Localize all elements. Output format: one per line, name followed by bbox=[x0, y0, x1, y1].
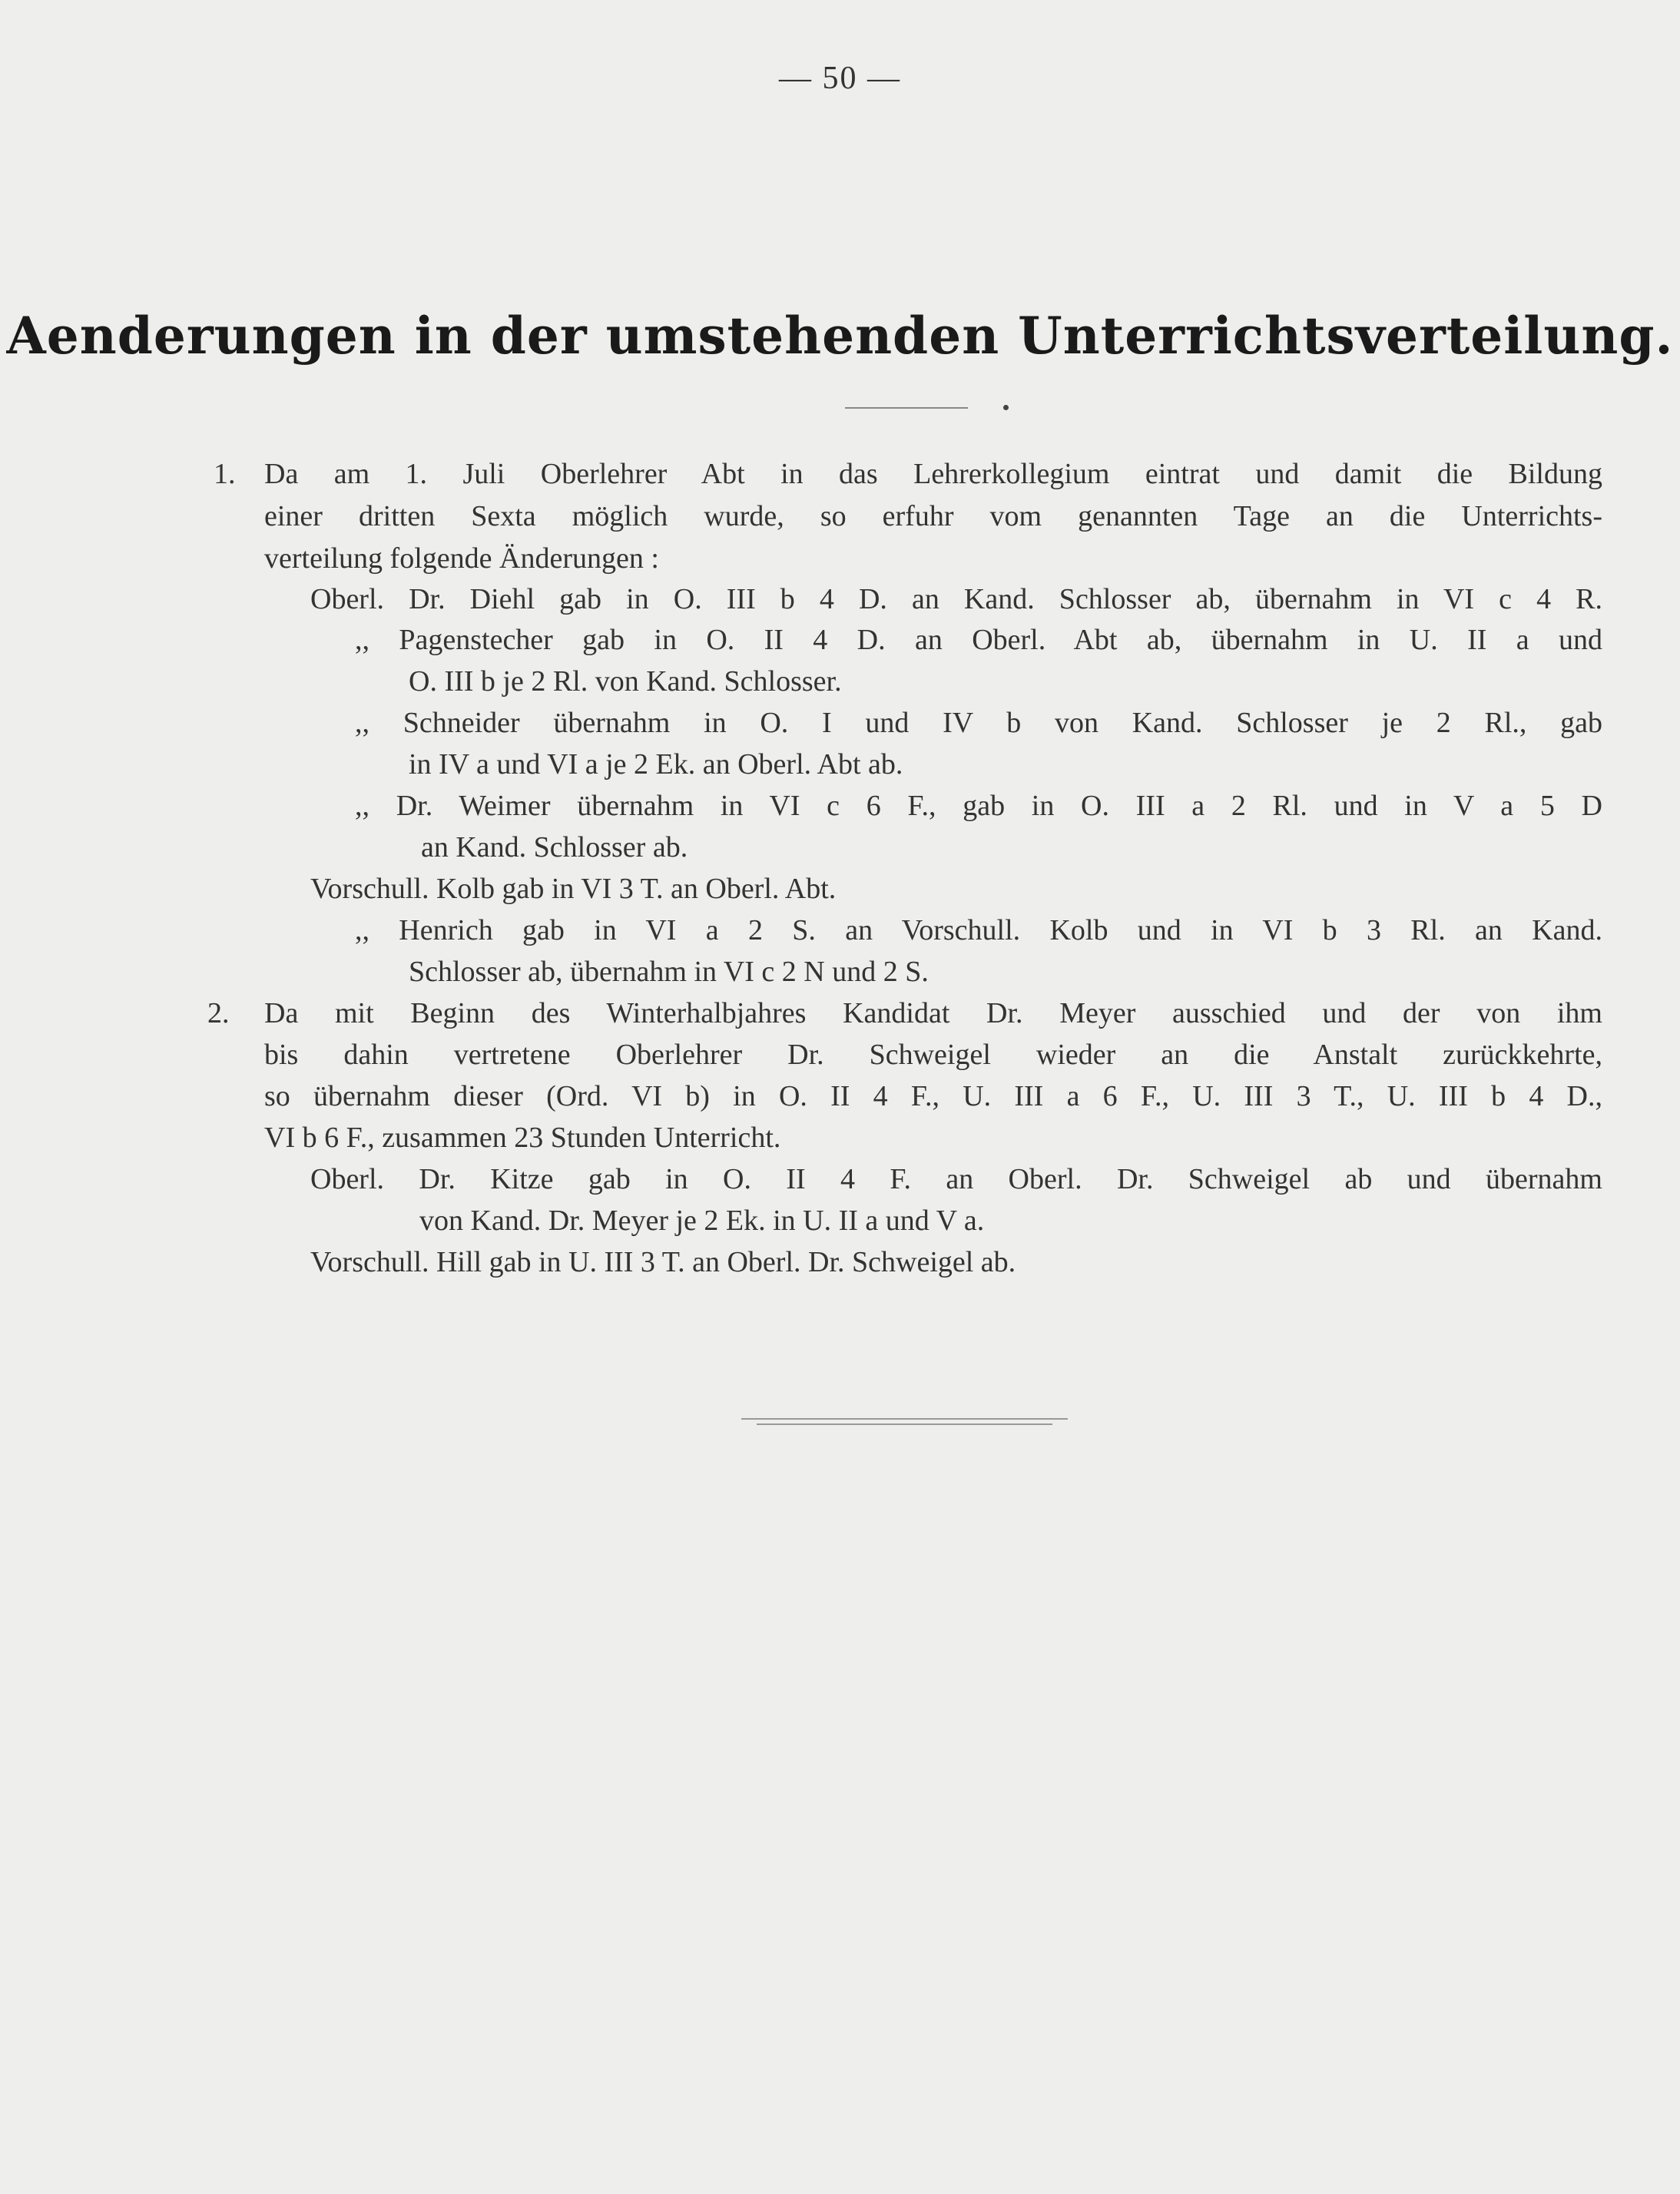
section-2-line: so übernahm dieser (Ord. VI b) in O. II 4 F., U. III a 6 F., U. III 3 T., U. III b 4 D., bbox=[264, 1080, 1602, 1112]
section-1-line: in IV a und VI a je 2 Ek. an Oberl. Abt ab. bbox=[409, 748, 903, 780]
section-2-line: Oberl. Dr. Kitze gab in O. II 4 F. an Oberl. Dr. Schweigel ab und übernahm bbox=[310, 1163, 1602, 1195]
section-2-line: Da mit Beginn des Winterhalbjahres Kandidat Dr. Meyer ausschied und der von ihm bbox=[264, 997, 1602, 1029]
divider-dot bbox=[1003, 405, 1009, 410]
section-1-line: an Kand. Schlosser ab. bbox=[421, 831, 688, 863]
section-1-line: Oberl. Dr. Diehl gab in O. III b 4 D. an Kand. Schlosser ab, übernahm in VI c 4 R. bbox=[310, 583, 1602, 615]
section-2-line: VI b 6 F., zusammen 23 Stunden Unterricht. bbox=[264, 1122, 781, 1154]
section-1-line: ,, Pagenstecher gab in O. II 4 D. an Oberl. Abt ab, übernahm in U. II a und bbox=[355, 624, 1602, 656]
section-2-line: von Kand. Dr. Meyer je 2 Ek. in U. II a und V a. bbox=[419, 1205, 985, 1237]
section-1-line: verteilung folgende Änderungen : bbox=[264, 542, 659, 575]
section-1-number: 1. bbox=[214, 458, 236, 490]
section-1-line: Schlosser ab, übernahm in VI c 2 N und 2 S. bbox=[409, 956, 929, 988]
page-title: Aenderungen in der umstehenden Unterrichtsverteilung. bbox=[6, 306, 1674, 366]
title-divider bbox=[845, 407, 968, 409]
end-divider bbox=[741, 1418, 1068, 1420]
section-1-line: ,, Schneider übernahm in O. I und IV b von Kand. Schlosser je 2 Rl., gab bbox=[355, 707, 1602, 739]
section-1-line: ,, Dr. Weimer übernahm in VI c 6 F., gab in O. III a 2 Rl. und in V a 5 D bbox=[355, 790, 1602, 822]
section-1-line: ,, Henrich gab in VI a 2 S. an Vorschull. Kolb und in VI b 3 Rl. an Kand. bbox=[355, 914, 1602, 946]
end-divider bbox=[757, 1423, 1052, 1425]
section-1-line: O. III b je 2 Rl. von Kand. Schlosser. bbox=[409, 665, 842, 698]
page-number: — 50 — bbox=[779, 61, 901, 96]
section-2-line: Vorschull. Hill gab in U. III 3 T. an Oberl. Dr. Schweigel ab. bbox=[310, 1246, 1016, 1278]
section-2-line: bis dahin vertretene Oberlehrer Dr. Schweigel wieder an die Anstalt zurückkehrte, bbox=[264, 1039, 1602, 1071]
section-1-line: einer dritten Sexta möglich wurde, so erfuhr vom genannten Tage an die Unterrichts- bbox=[264, 500, 1602, 532]
section-1-line: Vorschull. Kolb gab in VI 3 T. an Oberl. Abt. bbox=[310, 873, 837, 905]
section-1-line: Da am 1. Juli Oberlehrer Abt in das Lehrerkollegium eintrat und damit die Bildung bbox=[264, 458, 1602, 490]
section-2-number: 2. bbox=[207, 997, 230, 1029]
